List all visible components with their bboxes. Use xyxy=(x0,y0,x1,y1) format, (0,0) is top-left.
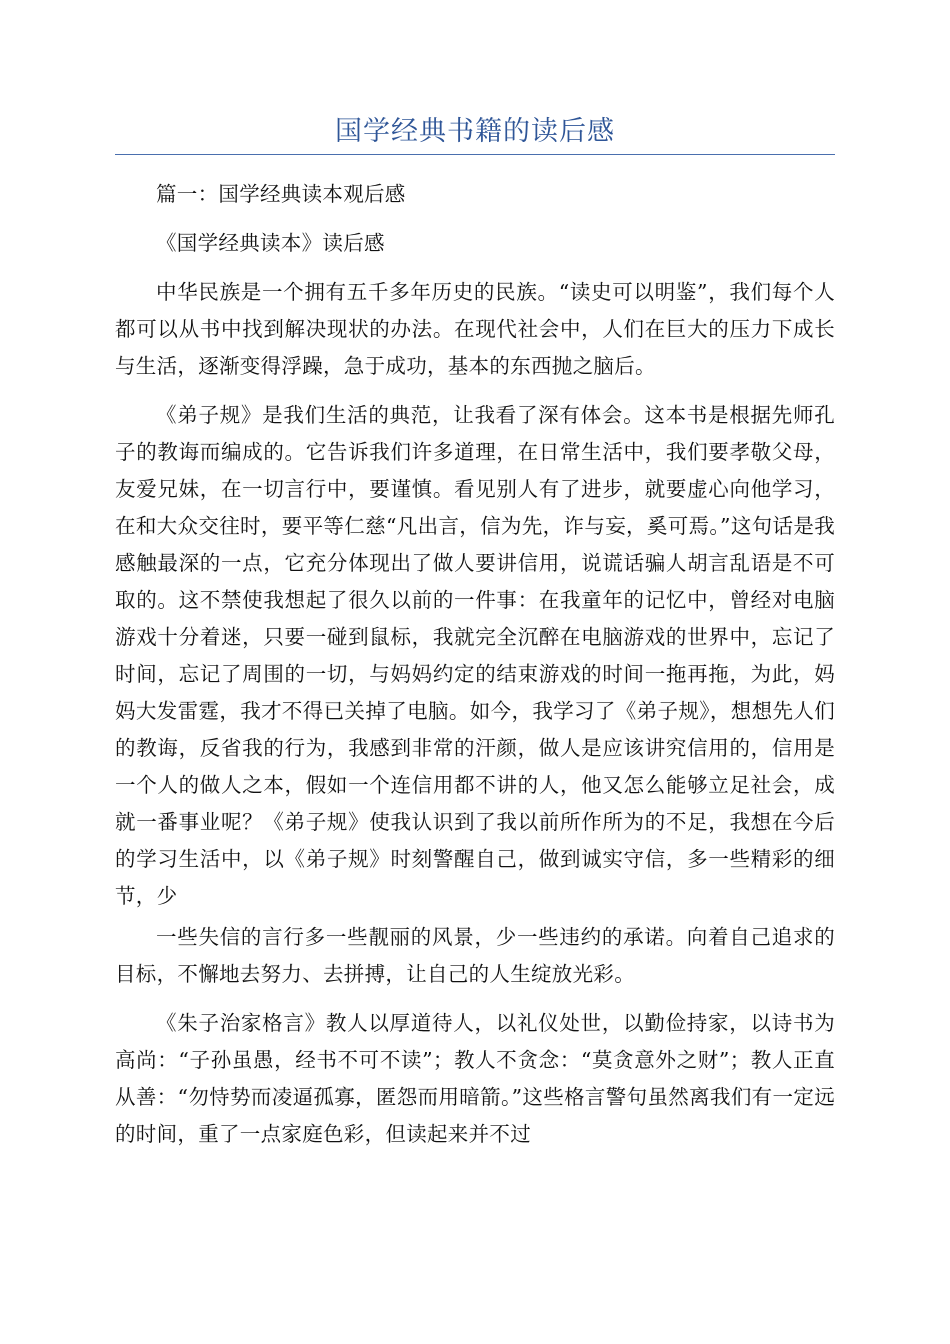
paragraph: 中华民族是一个拥有五千多年历史的民族。“读史可以明鉴”，我们每个人都可以从书中找到解决现状的办法。在现代社会中，人们在巨大的压力下成长与生活，逐渐变得浮躁，急于成功，基本的东西抛之脑后。 xyxy=(115,280,835,378)
paragraph: 《朱子治家格言》教人以厚道待人，以礼仪处世，以勤俭持家，以诗书为高尚：“子孙虽愚，经书不可不读”；教人不贪念：“莫贪意外之财”；教人正直从善：“勿恃势而凌逼孤寡，匿怨而用暗箭。”这些格言警句虽然离我们有一定远的时间，重了一点家庭色彩，但读起来并不过 xyxy=(115,1011,835,1146)
paragraph: 《弟子规》是我们生活的典范，让我看了深有体会。这本书是根据先师孔子的教诲而编成的。它告诉我们许多道理，在日常生活中，我们要孝敬父母，友爱兄妹，在一切言行中，要谨慎。看见别人有了进步，就要虚心向他学习，在和大众交往时，要平等仁慈“凡出言，信为先，诈与妄，奚可焉。”这句话是我感触最深的一点，它充分体现出了做人要讲信用，说谎话骗人胡言乱语是不可取的。这不禁使我想起了很久以前的一件事：在我童年的记忆中，曾经对电脑游戏十分着迷，只要一碰到鼠标，我就完全沉醉在电脑游戏的世界中，忘记了时间，忘记了周围的一切，与妈妈约定的结束游戏的时间一拖再拖，为此，妈妈大发雷霆，我才不得已关掉了电脑。如今，我学习了《弟子规》，想想先人们的教诲，反省我的行为，我感到非常的汗颜，做人是应该讲究信用的，信用是一个人的做人之本，假如一个连信用都不讲的人，他又怎么能够立足社会，成就一番事业呢？《弟子规》使我认识到了我以前所作所为的不足，我想在今后的学习生活中，以《弟子规》时刻警醒自己，做到诚实守信，多一些精彩的细节，少 xyxy=(115,403,835,908)
document-body xyxy=(115,176,835,1165)
sub-heading: 《国学经典读本》读后感 xyxy=(156,231,385,255)
title-underline xyxy=(115,154,835,155)
paragraph: 一些失信的言行多一些靓丽的风景，少一些违约的承诺。向着自己追求的目标，不懈地去努力、去拼搏，让自己的人生绽放光彩。 xyxy=(115,925,835,986)
section-heading: 篇一：国学经典读本观后感 xyxy=(156,182,406,206)
document-title: 国学经典书籍的读后感 xyxy=(335,116,615,147)
